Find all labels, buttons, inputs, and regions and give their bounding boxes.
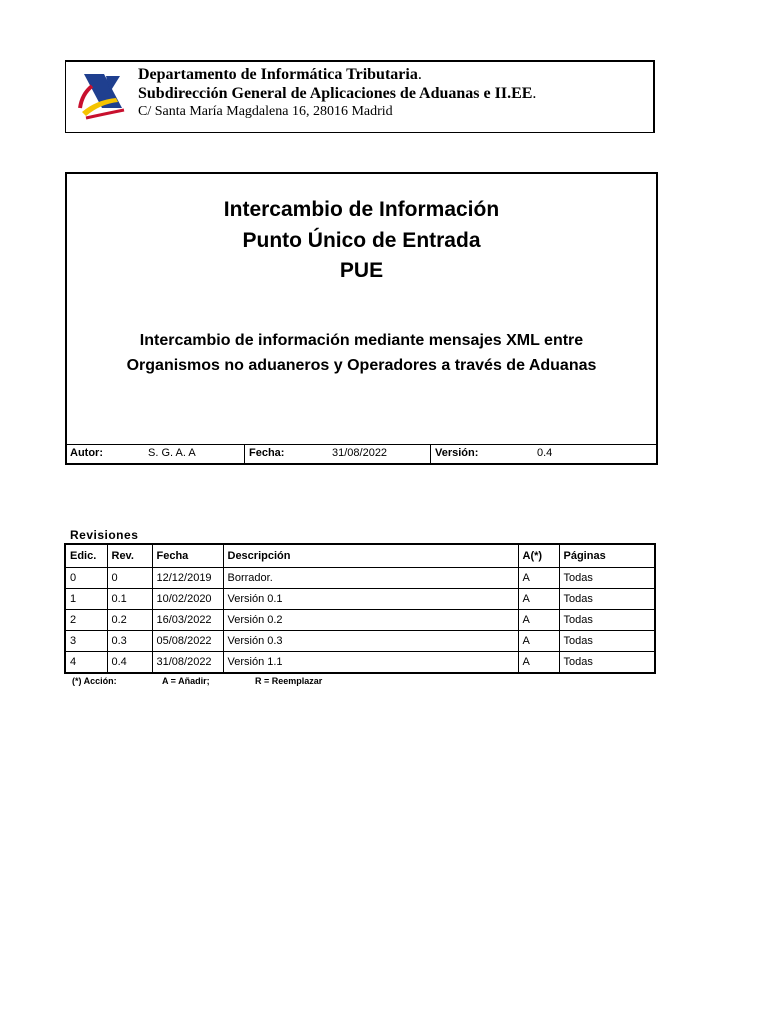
header-box	[65, 60, 655, 133]
cell-edic: 3	[65, 631, 107, 652]
cell-descripcion: Versión 0.3	[223, 631, 518, 652]
cell-paginas: Todas	[559, 568, 655, 589]
cell-accion: A	[518, 568, 559, 589]
table-row	[65, 652, 655, 674]
col-header-descripcion: Descripción	[223, 544, 518, 568]
col-header-rev: Rev.	[107, 544, 152, 568]
date-label: Fecha:	[249, 447, 285, 459]
version-value: 0.4	[537, 447, 553, 459]
cell-edic: 2	[65, 610, 107, 631]
address: C/ Santa María Magdalena 16, 28016 Madrid	[138, 104, 393, 119]
cell-accion: A	[518, 652, 559, 674]
cell-fecha: 12/12/2019	[152, 568, 223, 589]
cell-rev: 0.4	[107, 652, 152, 674]
cell-rev: 0.1	[107, 589, 152, 610]
cell-paginas: Todas	[559, 589, 655, 610]
table-row	[65, 568, 655, 589]
revisions-title: Revisiones	[70, 528, 139, 542]
meta-divider	[430, 445, 431, 463]
cell-descripcion: Borrador.	[223, 568, 518, 589]
date-value: 31/08/2022	[332, 447, 388, 459]
cell-paginas: Todas	[559, 631, 655, 652]
col-header-paginas: Páginas	[559, 544, 655, 568]
title-box	[65, 172, 658, 465]
meta-row	[67, 444, 656, 463]
doc-title-line1: Intercambio de Información	[223, 198, 500, 221]
doc-title-line2: Punto Único de Entrada	[242, 229, 481, 252]
version-label: Versión:	[435, 447, 479, 459]
cell-accion: A	[518, 589, 559, 610]
author-value: S. G. A. A	[148, 447, 196, 459]
cell-descripcion: Versión 0.1	[223, 589, 518, 610]
author-label: Autor:	[70, 447, 103, 459]
cell-fecha: 10/02/2020	[152, 589, 223, 610]
meta-divider	[244, 445, 245, 463]
cell-rev: 0	[107, 568, 152, 589]
cell-rev: 0.2	[107, 610, 152, 631]
cell-paginas: Todas	[559, 610, 655, 631]
agencia-tributaria-logo-icon	[76, 68, 130, 122]
cell-descripcion: Versión 1.1	[223, 652, 518, 674]
cell-edic: 0	[65, 568, 107, 589]
table-row	[65, 610, 655, 631]
cell-fecha: 31/08/2022	[152, 652, 223, 674]
subdirectorate-name: Subdirección General de Aplicaciones de Aduanas e II.EE.	[138, 85, 537, 102]
table-row	[65, 589, 655, 610]
col-header-edic: Edic.	[65, 544, 107, 568]
cell-descripcion: Versión 0.2	[223, 610, 518, 631]
doc-subtitle-line2: Organismos no aduaneros y Operadores a través de Aduanas	[126, 357, 597, 374]
cell-fecha: 05/08/2022	[152, 631, 223, 652]
col-header-fecha: Fecha	[152, 544, 223, 568]
cell-fecha: 16/03/2022	[152, 610, 223, 631]
cell-rev: 0.3	[107, 631, 152, 652]
legend-action: (*) Acción:	[72, 676, 117, 686]
col-header-accion: A(*)	[518, 544, 559, 568]
cell-edic: 4	[65, 652, 107, 674]
cell-accion: A	[518, 631, 559, 652]
doc-subtitle-line1: Intercambio de información mediante mensajes XML entre	[139, 332, 584, 349]
legend-replace: R = Reemplazar	[255, 676, 323, 686]
cell-accion: A	[518, 610, 559, 631]
table-row	[65, 631, 655, 652]
revisions-table	[64, 543, 656, 674]
legend-add: A = Añadir;	[162, 676, 210, 686]
table-header-row	[65, 544, 655, 568]
cell-edic: 1	[65, 589, 107, 610]
department-name: Departamento de Informática Tributaria.	[138, 66, 422, 83]
doc-title-line3: PUE	[339, 259, 384, 282]
cell-paginas: Todas	[559, 652, 655, 674]
